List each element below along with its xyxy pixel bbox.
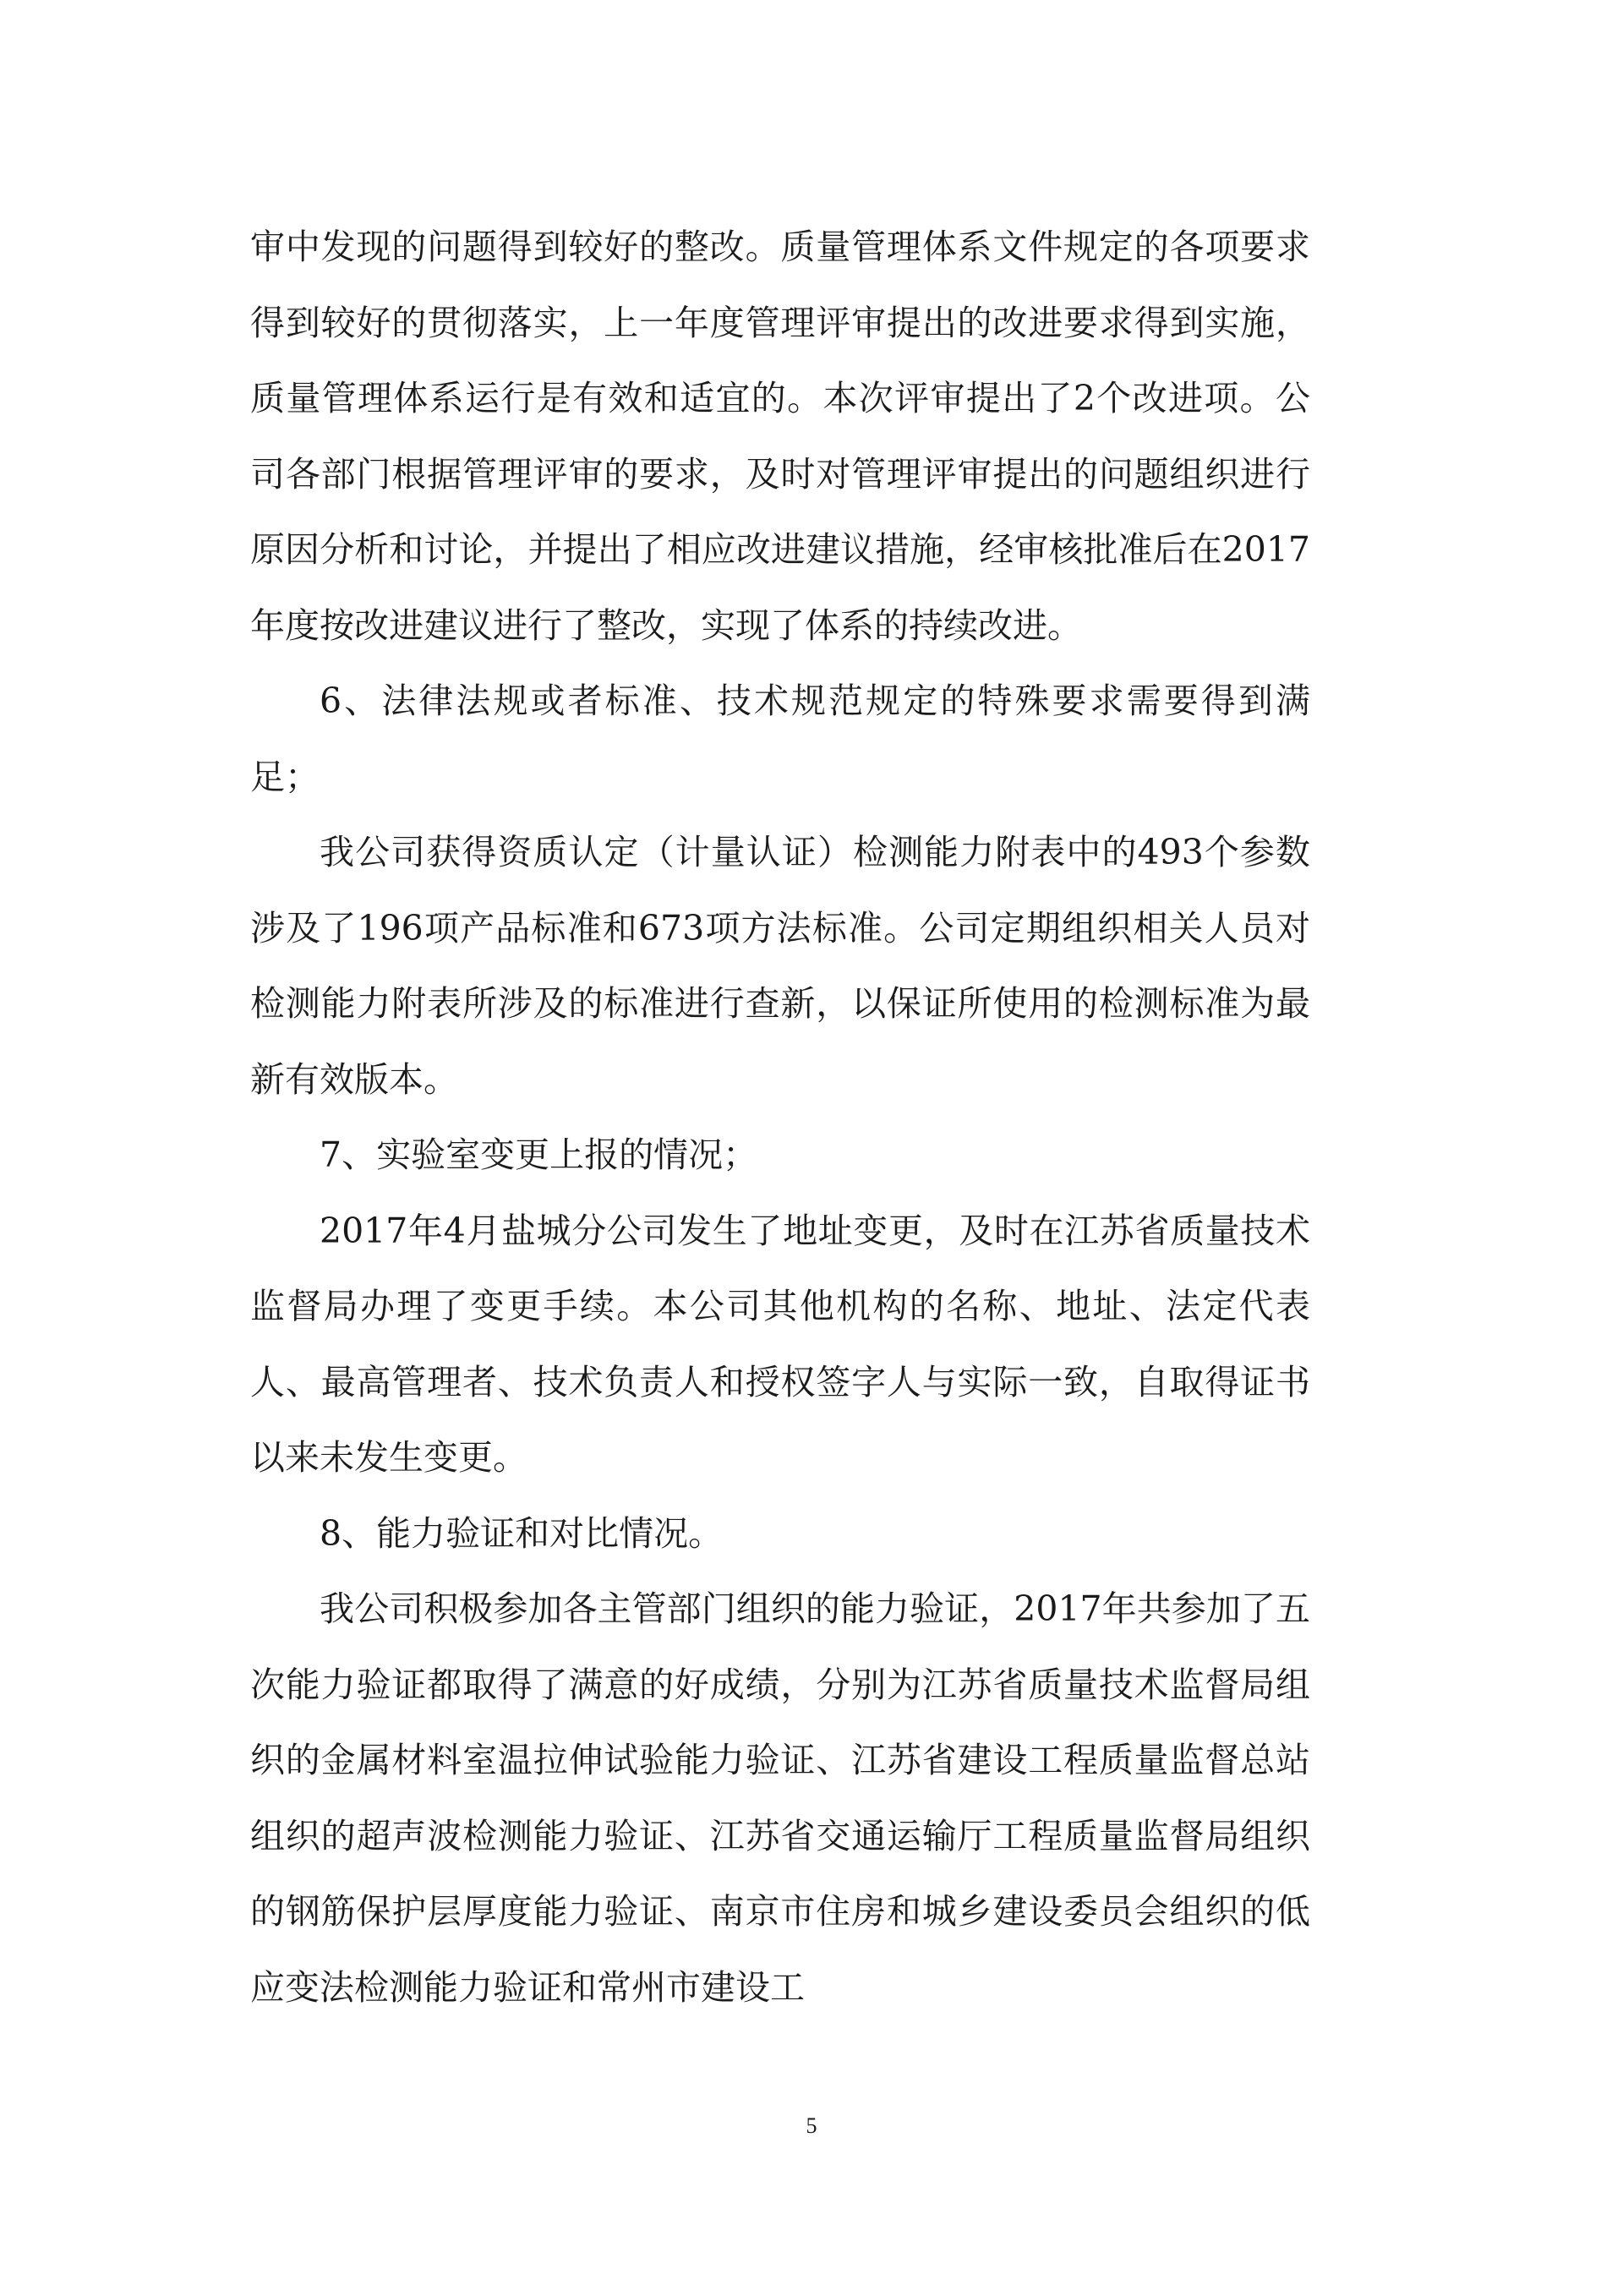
body-text xyxy=(250,210,1310,2025)
paragraph-lab-changes: 2017年4月盐城分公司发生了地址变更，及时在江苏省质量技术监督局办理了变更手续。本公司其他机构的名称、地址、法定代表人、最高管理者、技术负责人和授权签字人与实际一致，自取得证书以来未发生变更。 xyxy=(250,1210,1310,1478)
paragraph-proficiency-testing: 我公司积极参加各主管部门组织的能力验证，2017年共参加了五次能力验证都取得了满意的好成绩，分别为江苏省质量技术监督局组织的金属材料室温拉伸试验能力验证、江苏省建设工程质量监督总站组织的超声波检测能力验证、江苏省交通运输厅工程质量监督局组织的钢筋保护层厚度能力验证、南京市住房和城乡建设委员会组织的低应变法检测能力验证和常州市建设工 xyxy=(250,1588,1310,2008)
paragraph-review-summary: 审中发现的问题得到较好的整改。质量管理体系文件规定的各项要求得到较好的贯彻落实，上一年度管理评审提出的改进要求得到实施，质量管理体系运行是有效和适宜的。本次评审提出了2个改进项。公司各部门根据管理评审的要求，及时对管理评审提出的问题组织进行原因分析和讨论，并提出了相应改进建议措施，经审核批准后在2017年度按改进建议进行了整改，实现了体系的持续改进。 xyxy=(250,227,1310,646)
heading-item-7: 7、实验室变更上报的情况； xyxy=(320,1134,758,1175)
paragraph-standards: 我公司获得资质认定（计量认证）检测能力附表中的493个参数涉及了196项产品标准和673项方法标准。公司定期组织相关人员对检测能力附表所涉及的标准进行查新，以保证所使用的检测标准为最新有效版本。 xyxy=(250,832,1310,1100)
heading-item-8: 8、能力验证和对比情况。 xyxy=(320,1512,724,1554)
page-number: 5 xyxy=(806,2113,817,2138)
heading-item-6: 6、法律法规或者标准、技术规范规定的特殊要求需要得到满足； xyxy=(250,681,1310,797)
